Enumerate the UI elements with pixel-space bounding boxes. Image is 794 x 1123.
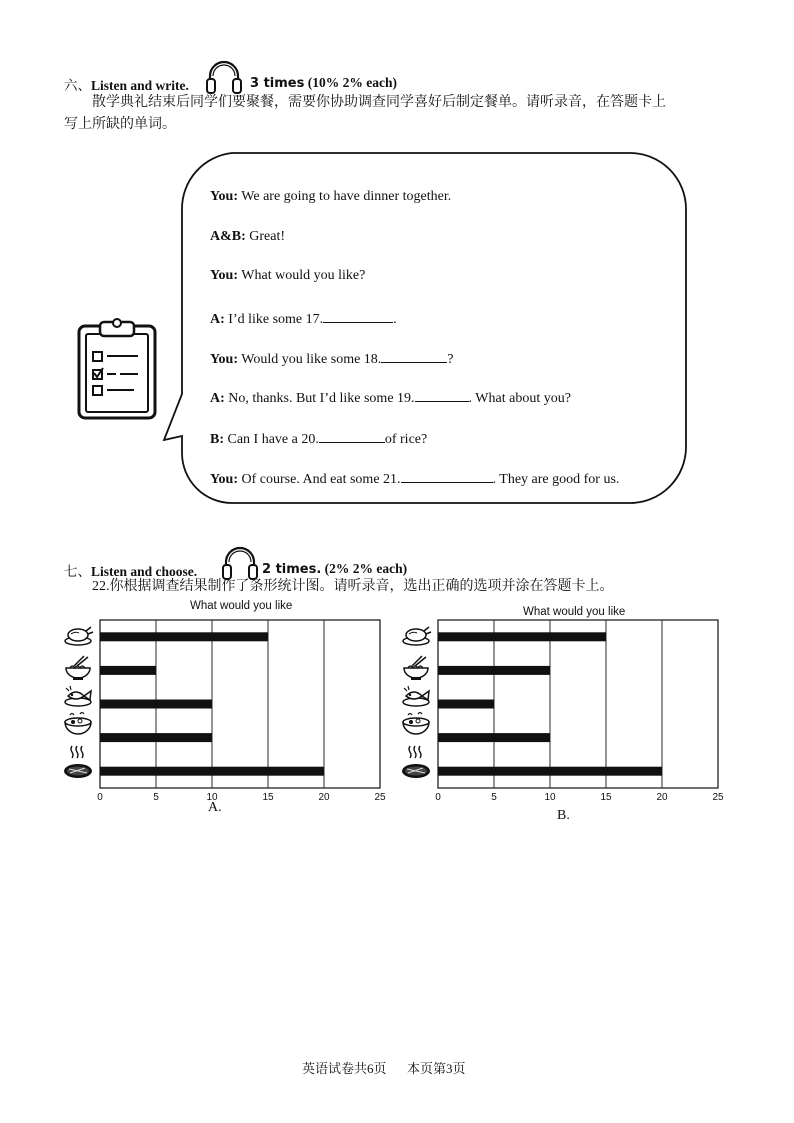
chart-a-title: What would you like bbox=[190, 600, 293, 612]
utterance: No, thanks. But I’d like some 19. bbox=[228, 391, 415, 406]
utterance-end: . bbox=[393, 312, 397, 327]
section-6-heading bbox=[64, 74, 189, 94]
x-tick-label: 5 bbox=[153, 792, 159, 803]
chicken-icon bbox=[403, 627, 431, 645]
option-a-label[interactable]: A. bbox=[208, 800, 222, 815]
bar-chicken bbox=[100, 632, 268, 641]
utterance-end: of rice? bbox=[384, 432, 428, 447]
chicken-icon bbox=[65, 627, 93, 645]
steak-icon bbox=[64, 746, 92, 778]
dialogue-line bbox=[210, 428, 427, 448]
speaker: A: bbox=[210, 312, 225, 327]
noodles-icon bbox=[66, 656, 90, 680]
dialogue-line bbox=[210, 387, 571, 407]
clipboard-icon bbox=[76, 318, 158, 420]
dialogue-line bbox=[210, 189, 451, 205]
answer-blank-21[interactable] bbox=[401, 468, 493, 483]
x-tick-label: 25 bbox=[374, 792, 386, 803]
bar-chart-b bbox=[398, 618, 734, 806]
footer-current-page: 本页第3页 bbox=[407, 1061, 466, 1076]
speaker: You: bbox=[210, 268, 239, 283]
bar-chicken bbox=[438, 632, 606, 641]
bar-noodles bbox=[438, 666, 550, 675]
section-7-times: 2 times. bbox=[262, 562, 322, 577]
headphones-icon bbox=[204, 56, 244, 96]
speaker: B: bbox=[210, 432, 224, 447]
answer-blank-19[interactable] bbox=[415, 387, 469, 402]
section-6-meta bbox=[250, 75, 397, 91]
dialogue-line bbox=[210, 308, 397, 328]
bar-steak bbox=[100, 767, 324, 776]
utterance: We are going to have dinner together. bbox=[241, 189, 452, 204]
section-6-instruction-1: 散学典礼结束后同学们要聚餐，需要你协助调查同学喜好后制定餐单。请听录音，在答题卡上 bbox=[92, 95, 666, 110]
bar-fish bbox=[438, 700, 494, 709]
soup-icon bbox=[403, 713, 429, 735]
section-7-question: 22.你根据调查结果制作了条形统计图。请听录音，选出正确的选项并涂在答题卡上。 bbox=[92, 579, 614, 594]
chart-b-title: What would you like bbox=[523, 606, 626, 618]
utterance: I’d like some 17. bbox=[228, 312, 324, 327]
page-footer bbox=[302, 1058, 466, 1077]
x-tick-label: 10 bbox=[544, 792, 556, 803]
utterance-end: . What about you? bbox=[468, 391, 571, 406]
section-6-number: 六、 bbox=[64, 78, 91, 93]
x-tick-label: 0 bbox=[97, 792, 103, 803]
utterance: Would you like some 18. bbox=[241, 352, 382, 367]
utterance: Of course. And eat some 21. bbox=[241, 472, 401, 487]
dialogue-line bbox=[210, 348, 454, 368]
x-tick-label: 5 bbox=[491, 792, 497, 803]
bar-steak bbox=[438, 767, 662, 776]
speaker: You: bbox=[210, 352, 239, 367]
dialogue-line bbox=[210, 229, 285, 245]
section-7-number: 七、 bbox=[64, 564, 91, 579]
x-tick-label: 10 bbox=[206, 792, 218, 803]
dialogue-line bbox=[210, 268, 365, 284]
section-7-score: (2% 2% each) bbox=[324, 561, 408, 576]
x-tick-label: 25 bbox=[712, 792, 724, 803]
answer-blank-17[interactable] bbox=[323, 308, 393, 323]
fish-icon bbox=[65, 686, 91, 706]
food-icon-column bbox=[64, 627, 93, 778]
speaker: You: bbox=[210, 189, 239, 204]
section-6-score: (10% 2% each) bbox=[307, 75, 397, 90]
option-b-label[interactable]: B. bbox=[557, 808, 570, 823]
section-6-times: 3 times bbox=[250, 76, 305, 91]
x-tick-label: 20 bbox=[656, 792, 668, 803]
utterance: What would you like? bbox=[241, 268, 366, 283]
dialogue-line bbox=[210, 468, 619, 488]
speaker: A&B: bbox=[210, 229, 246, 244]
utterance-end: . They are good for us. bbox=[492, 472, 620, 487]
utterance-end: ? bbox=[447, 352, 454, 367]
fish-icon bbox=[403, 686, 429, 706]
section-7-title: Listen and choose. bbox=[91, 564, 198, 579]
answer-blank-18[interactable] bbox=[381, 348, 447, 363]
noodles-icon bbox=[404, 656, 428, 680]
bar-soup bbox=[100, 733, 212, 742]
section-6-title: Listen and write. bbox=[91, 78, 189, 93]
x-tick-label: 15 bbox=[262, 792, 274, 803]
section-7-meta bbox=[262, 561, 407, 577]
utterance: Great! bbox=[249, 229, 286, 244]
bar-noodles bbox=[100, 666, 156, 675]
bar-chart-a bbox=[60, 618, 396, 806]
x-tick-label: 20 bbox=[318, 792, 330, 803]
soup-icon bbox=[65, 713, 91, 735]
utterance: Can I have a 20. bbox=[227, 432, 319, 447]
bar-soup bbox=[438, 733, 550, 742]
food-icon-column bbox=[402, 627, 431, 778]
answer-blank-20[interactable] bbox=[319, 428, 385, 443]
steak-icon bbox=[402, 746, 430, 778]
x-tick-label: 0 bbox=[435, 792, 441, 803]
footer-total-pages: 英语试卷共6页 bbox=[302, 1061, 387, 1076]
section-6-instruction-2: 写上所缺的单词。 bbox=[64, 117, 176, 132]
speaker: You: bbox=[210, 472, 239, 487]
x-tick-label: 15 bbox=[600, 792, 612, 803]
speaker: A: bbox=[210, 391, 225, 406]
bar-fish bbox=[100, 700, 212, 709]
